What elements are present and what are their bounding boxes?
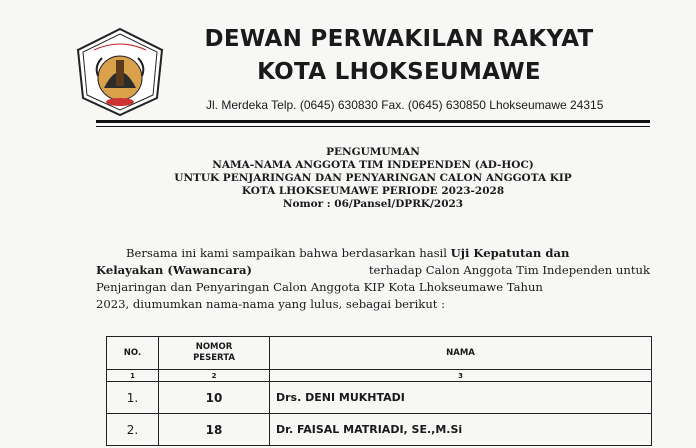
column-number: 2: [159, 370, 270, 382]
announcement-label: PENGUMUMAN: [326, 146, 420, 158]
column-number: 3: [270, 370, 652, 382]
cell-nomor-peserta: 18: [159, 414, 270, 446]
table-row: [107, 414, 652, 446]
table-column-number-row: [107, 370, 652, 382]
body-line-2: [96, 263, 650, 277]
cell-no: 1.: [107, 382, 159, 414]
cell-nomor-peserta: 10: [159, 382, 270, 414]
letterhead-rule-thick: [96, 120, 650, 123]
header-nomor-peserta: [159, 337, 270, 370]
letterhead-subtitle: KOTA LHOKSEUMAWE: [257, 59, 541, 85]
announcement-title-line-1: NAMA-NAMA ANGGOTA TIM INDEPENDEN (AD-HOC): [212, 159, 534, 171]
header-no: NO.: [107, 337, 159, 370]
table-row: [107, 382, 652, 414]
header-nama: NAMA: [270, 337, 652, 370]
cell-no: 2.: [107, 414, 159, 446]
body-line-3: Penjaringan dan Penyaringan Calon Anggota KIP Kota Lhokseumawe Tahun: [96, 280, 543, 294]
letterhead-rule-thin: [96, 126, 650, 127]
body-text: terhadap Calon Anggota Tim Independen untuk: [368, 263, 650, 277]
column-number: 1: [107, 370, 159, 382]
announcement-title-line-3: KOTA LHOKSEUMAWE PERIODE 2023-2028: [241, 185, 505, 197]
announcement-number: Nomor : 06/Pansel/DPRK/2023: [282, 198, 464, 210]
body-text-bold: Uji Kepatutan dan: [450, 246, 570, 260]
letterhead-address: Jl. Merdeka Telp. (0645) 630830 Fax. (0645) 630850 Lhokseumawe 24315: [206, 98, 604, 112]
header-nomor-line-1: NOMOR: [195, 342, 233, 352]
results-table: [106, 336, 652, 446]
cell-nama: Drs. DENI MUKHTADI: [270, 382, 652, 414]
body-line-1: [126, 246, 650, 260]
body-line-4: 2023, diumumkan nama-nama yang lulus, sebagai berikut :: [96, 297, 446, 311]
letterhead-title: DEWAN PERWAKILAN RAKYAT: [204, 26, 594, 52]
cell-nama: Dr. FAISAL MATRIADI, SE.,M.Si: [270, 414, 652, 446]
city-emblem-logo: [74, 26, 166, 118]
body-text-bold: Kelayakan (Wawancara): [96, 263, 252, 277]
announcement-title-line-2: UNTUK PENJARINGAN DAN PENYARINGAN CALON ANGGOTA KIP: [174, 172, 572, 184]
table-header-row: [107, 337, 652, 370]
header-nomor-line-2: PESERTA: [193, 353, 235, 363]
body-text: Bersama ini kami sampaikan bahwa berdasarkan hasil: [126, 246, 447, 260]
